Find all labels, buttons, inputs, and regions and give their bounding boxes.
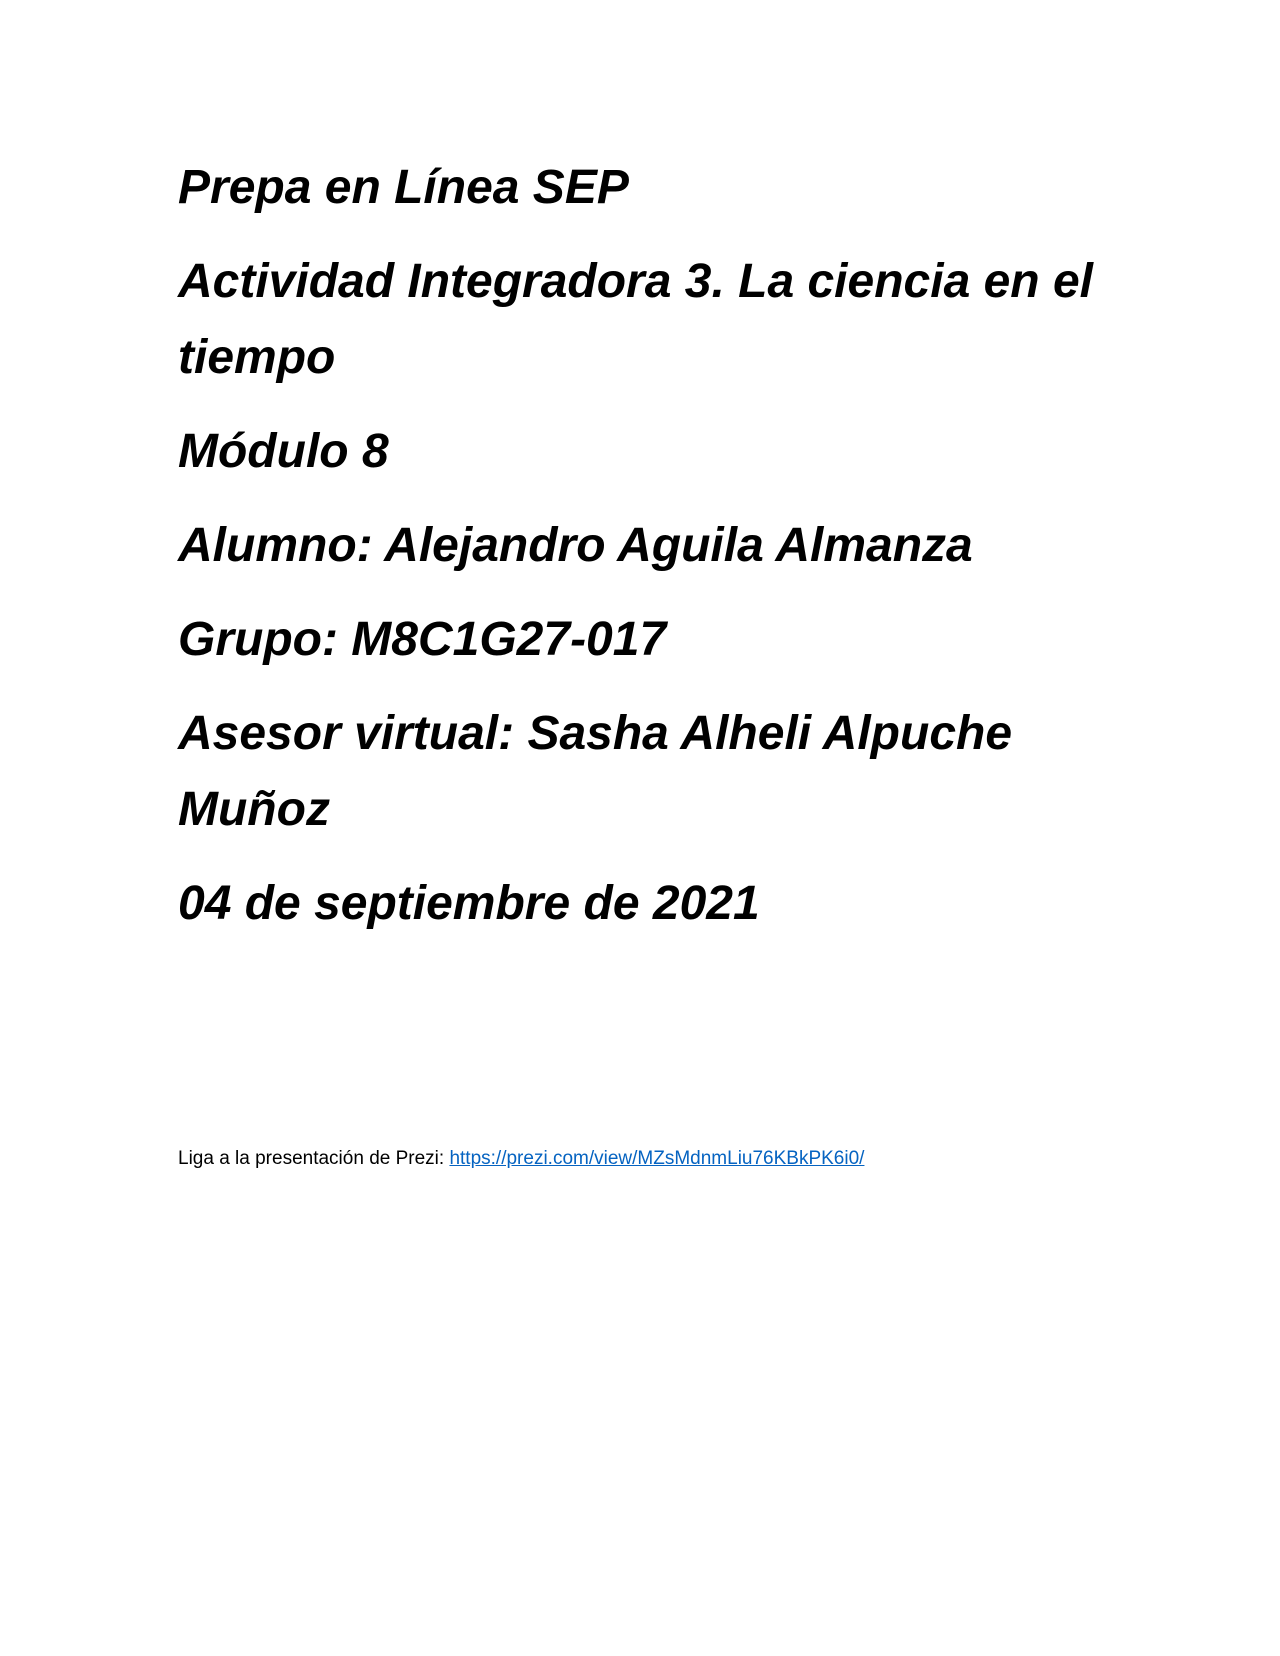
presentation-link-line <box>178 1146 864 1172</box>
presentation-link-label: Liga a la presentación de Prezi: <box>178 1148 445 1169</box>
institution-name: Prepa en Línea SEP <box>178 161 629 214</box>
group-label: Grupo: M8C1G27-017 <box>178 613 667 666</box>
cover-block <box>178 150 1108 960</box>
prezi-link[interactable]: https://prezi.com/view/MZsMdnmLiu76KBkPK6i0/ <box>449 1148 865 1169</box>
module-label: Módulo 8 <box>178 425 389 478</box>
activity-title: Actividad Integradora 3. La ciencia en el tiempo <box>178 255 1093 384</box>
document-date: 04 de septiembre de 2021 <box>178 877 760 930</box>
student-name: Alumno: Alejandro Aguila Almanza <box>178 519 973 572</box>
advisor-name: Asesor virtual: Sasha Alheli Alpuche Muñoz <box>178 707 1013 836</box>
